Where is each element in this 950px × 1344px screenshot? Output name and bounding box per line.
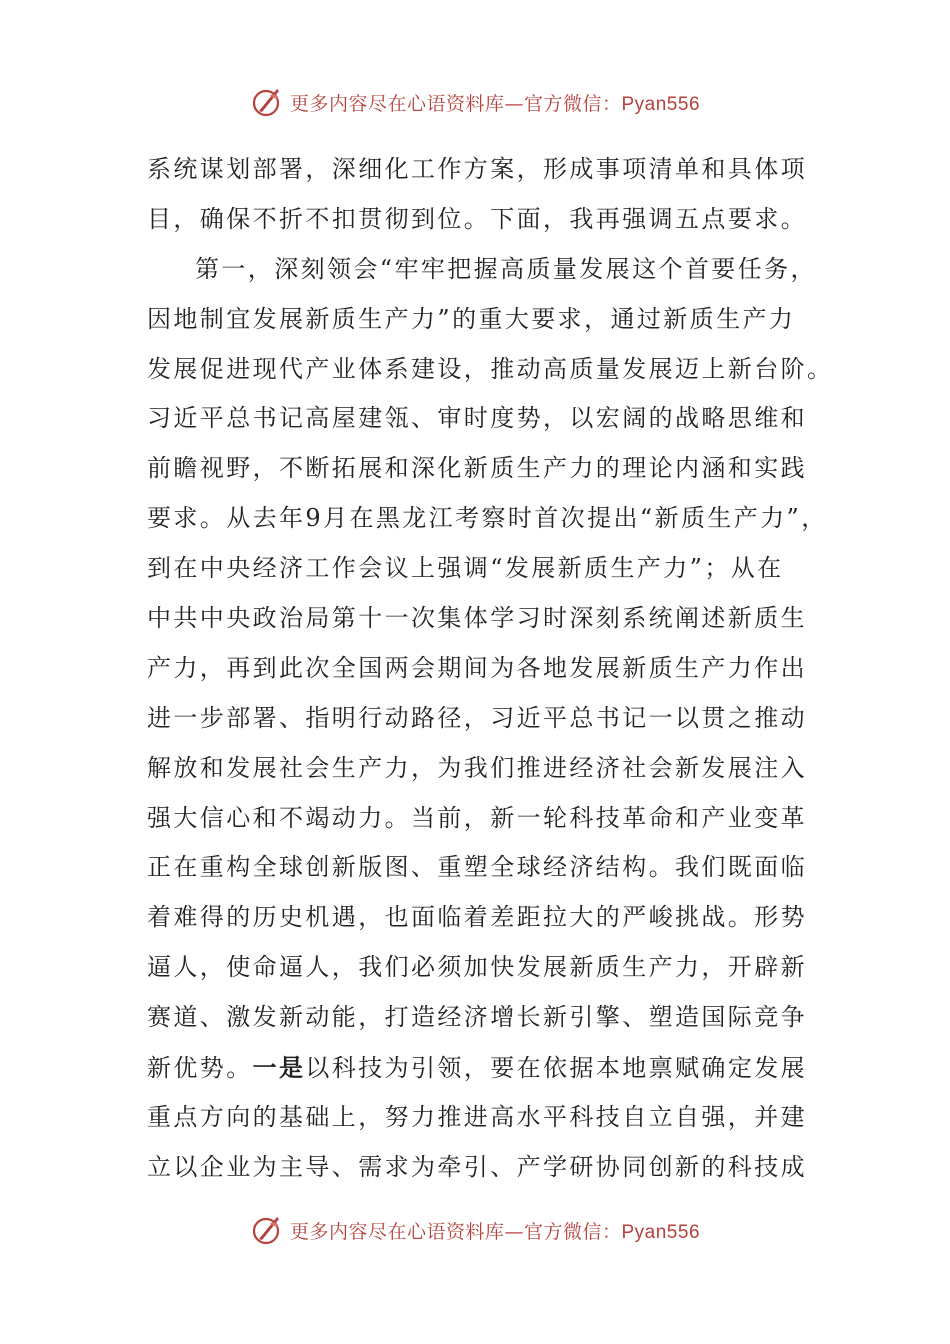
text-line: 逼人，使命逼人，我们必须加快发展新质生产力，开辟新	[147, 953, 807, 982]
text-line: 系统谋划部署，深细化工作方案，形成事项清单和具体项	[147, 155, 807, 183]
document-body	[147, 145, 834, 1193]
text-line: 目，确保不折不扣贯彻到位。下面，我再强调五点要求。	[147, 204, 807, 233]
text-line: 正在重构全球创新版图、重塑全球经济结构。我们既面临	[147, 853, 807, 882]
text-line: 发展促进现代产业体系建设，推动高质量发展迈上新台阶。	[147, 354, 834, 383]
text-line-with-bold	[147, 1043, 807, 1093]
wechat-id: Pyan556	[621, 1221, 701, 1243]
wechat-id: Pyan556	[621, 93, 701, 115]
line-suffix: 以科技为引领，要在依据本地禀赋确定发展	[305, 1054, 808, 1083]
text-line: 赛道、激发新动能，打造经济增长新引擎、塑造国际竞争	[147, 1003, 807, 1032]
watermark-text: 更多内容尽在心语资料库—官方微信：Pyan556	[289, 1220, 701, 1243]
text-line: 因地制宜发展新质生产力”的重大要求，通过新质生产力	[147, 304, 796, 333]
text-line: 立以企业为主导、需求为牵引、产学研协同创新的科技成	[147, 1152, 807, 1181]
paragraph-start-line: 第一，深刻领会“牢牢把握高质量发展这个首要任务，	[195, 254, 817, 283]
text-line: 进一步部署、指明行动路径，习近平总书记一以贯之推动	[147, 703, 807, 732]
text-line: 要求。从去年9月在黑龙江考察时首次提出“新质生产力”，	[147, 504, 828, 533]
quill-pen-circle-icon	[250, 1213, 284, 1247]
watermark-text: 更多内容尽在心语资料库—官方微信：Pyan556	[289, 92, 701, 115]
text-line: 解放和发展社会生产力，为我们推进经济社会新发展注入	[147, 753, 807, 782]
quill-pen-circle-icon	[250, 85, 284, 119]
text-line: 重点方向的基础上，努力推进高水平科技自立自强，并建	[147, 1102, 807, 1131]
header-watermark	[0, 82, 950, 122]
bold-marker: 一是	[252, 1053, 306, 1083]
text-line: 到在中央经济工作会议上强调“发展新质生产力”；从在	[147, 554, 784, 583]
text-line: 产力，再到此次全国两会期间为各地发展新质生产力作出	[147, 653, 807, 682]
text-line: 中共中央政治局第十一次集体学习时深刻系统阐述新质生	[147, 604, 807, 633]
text-line: 着难得的历史机遇，也面临着差距拉大的严峻挑战。形势	[147, 903, 807, 932]
footer-watermark	[0, 1210, 950, 1250]
text-line: 前瞻视野，不断拓展和深化新质生产力的理论内涵和实践	[147, 454, 807, 483]
line-prefix: 新优势。	[147, 1054, 253, 1083]
text-line: 习近平总书记高屋建瓴、审时度势，以宏阔的战略思维和	[147, 404, 807, 433]
text-line: 强大信心和不竭动力。当前，新一轮科技革命和产业变革	[147, 803, 807, 832]
